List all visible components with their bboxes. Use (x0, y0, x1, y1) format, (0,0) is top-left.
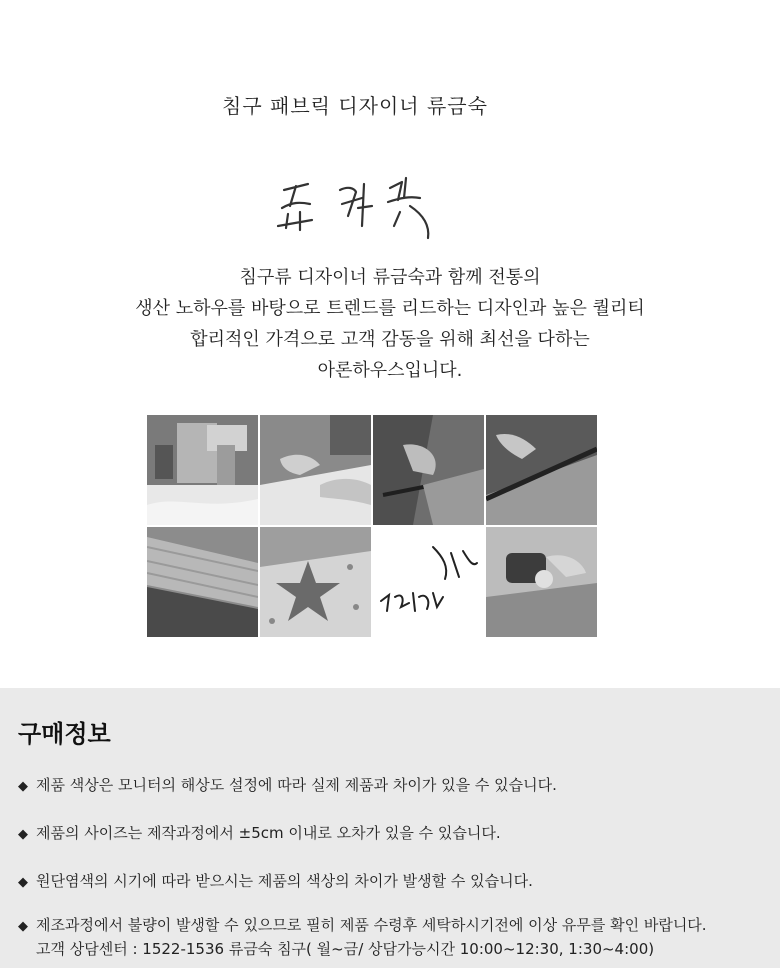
intro-line: 생산 노하우를 바탕으로 트렌드를 리드하는 디자인과 높은 퀄리티 (135, 298, 645, 319)
ruler-fabric-photo (486, 415, 597, 525)
cutting-fabric-photo (373, 415, 484, 525)
purchase-info-title: 구매정보 (18, 720, 111, 748)
sewing-machine-photo (147, 415, 258, 525)
fabric-cutter-photo (486, 527, 597, 637)
signature-photo (373, 527, 484, 637)
diamond-bullet-icon: ◆ (18, 779, 28, 794)
diamond-bullet-icon: ◆ (18, 875, 28, 890)
signature-image (270, 168, 450, 248)
info-item-text: 제품 색상은 모니터의 해상도 설정에 따라 실제 제품과 차이가 있을 수 있습니다. (36, 776, 557, 794)
star-pattern-photo (260, 527, 371, 637)
info-item-text: 원단염색의 시기에 따라 받으시는 제품의 색상의 차이가 발생할 수 있습니다. (36, 872, 533, 890)
intro-line: 침구류 디자이너 류금숙과 함께 전통의 (239, 267, 541, 288)
info-item-text: 제품의 사이즈는 제작과정에서 ±5cm 이내로 오차가 있을 수 있습니다. (36, 824, 501, 842)
info-item (18, 870, 533, 891)
info-item-text: 제조과정에서 불량이 발생할 수 있으므로 필히 제품 수령후 세탁하시기전에 이상 유무를 확인 바랍니다. (36, 916, 707, 934)
diamond-bullet-icon: ◆ (18, 919, 28, 934)
page-title: 침구 패브릭 디자이너 류금숙 (222, 94, 488, 118)
hands-fabric-photo (260, 415, 371, 525)
info-item (18, 822, 501, 843)
purchase-info-section (0, 688, 780, 968)
intro-text (0, 262, 780, 386)
diamond-bullet-icon: ◆ (18, 827, 28, 842)
info-item (18, 914, 707, 959)
photo-gallery (147, 415, 597, 637)
fabric-roll-photo (147, 527, 258, 637)
intro-line: 아론하우스입니다. (317, 360, 463, 381)
customer-center-contact: 고객 상담센터 : 1522-1536 류금숙 침구( 월~금/ 상담가능시간 10:00~12:30, 1:30~4:00) (36, 940, 655, 958)
info-item (18, 774, 557, 795)
intro-line: 합리적인 가격으로 고객 감동을 위해 최선을 다하는 (190, 329, 590, 350)
